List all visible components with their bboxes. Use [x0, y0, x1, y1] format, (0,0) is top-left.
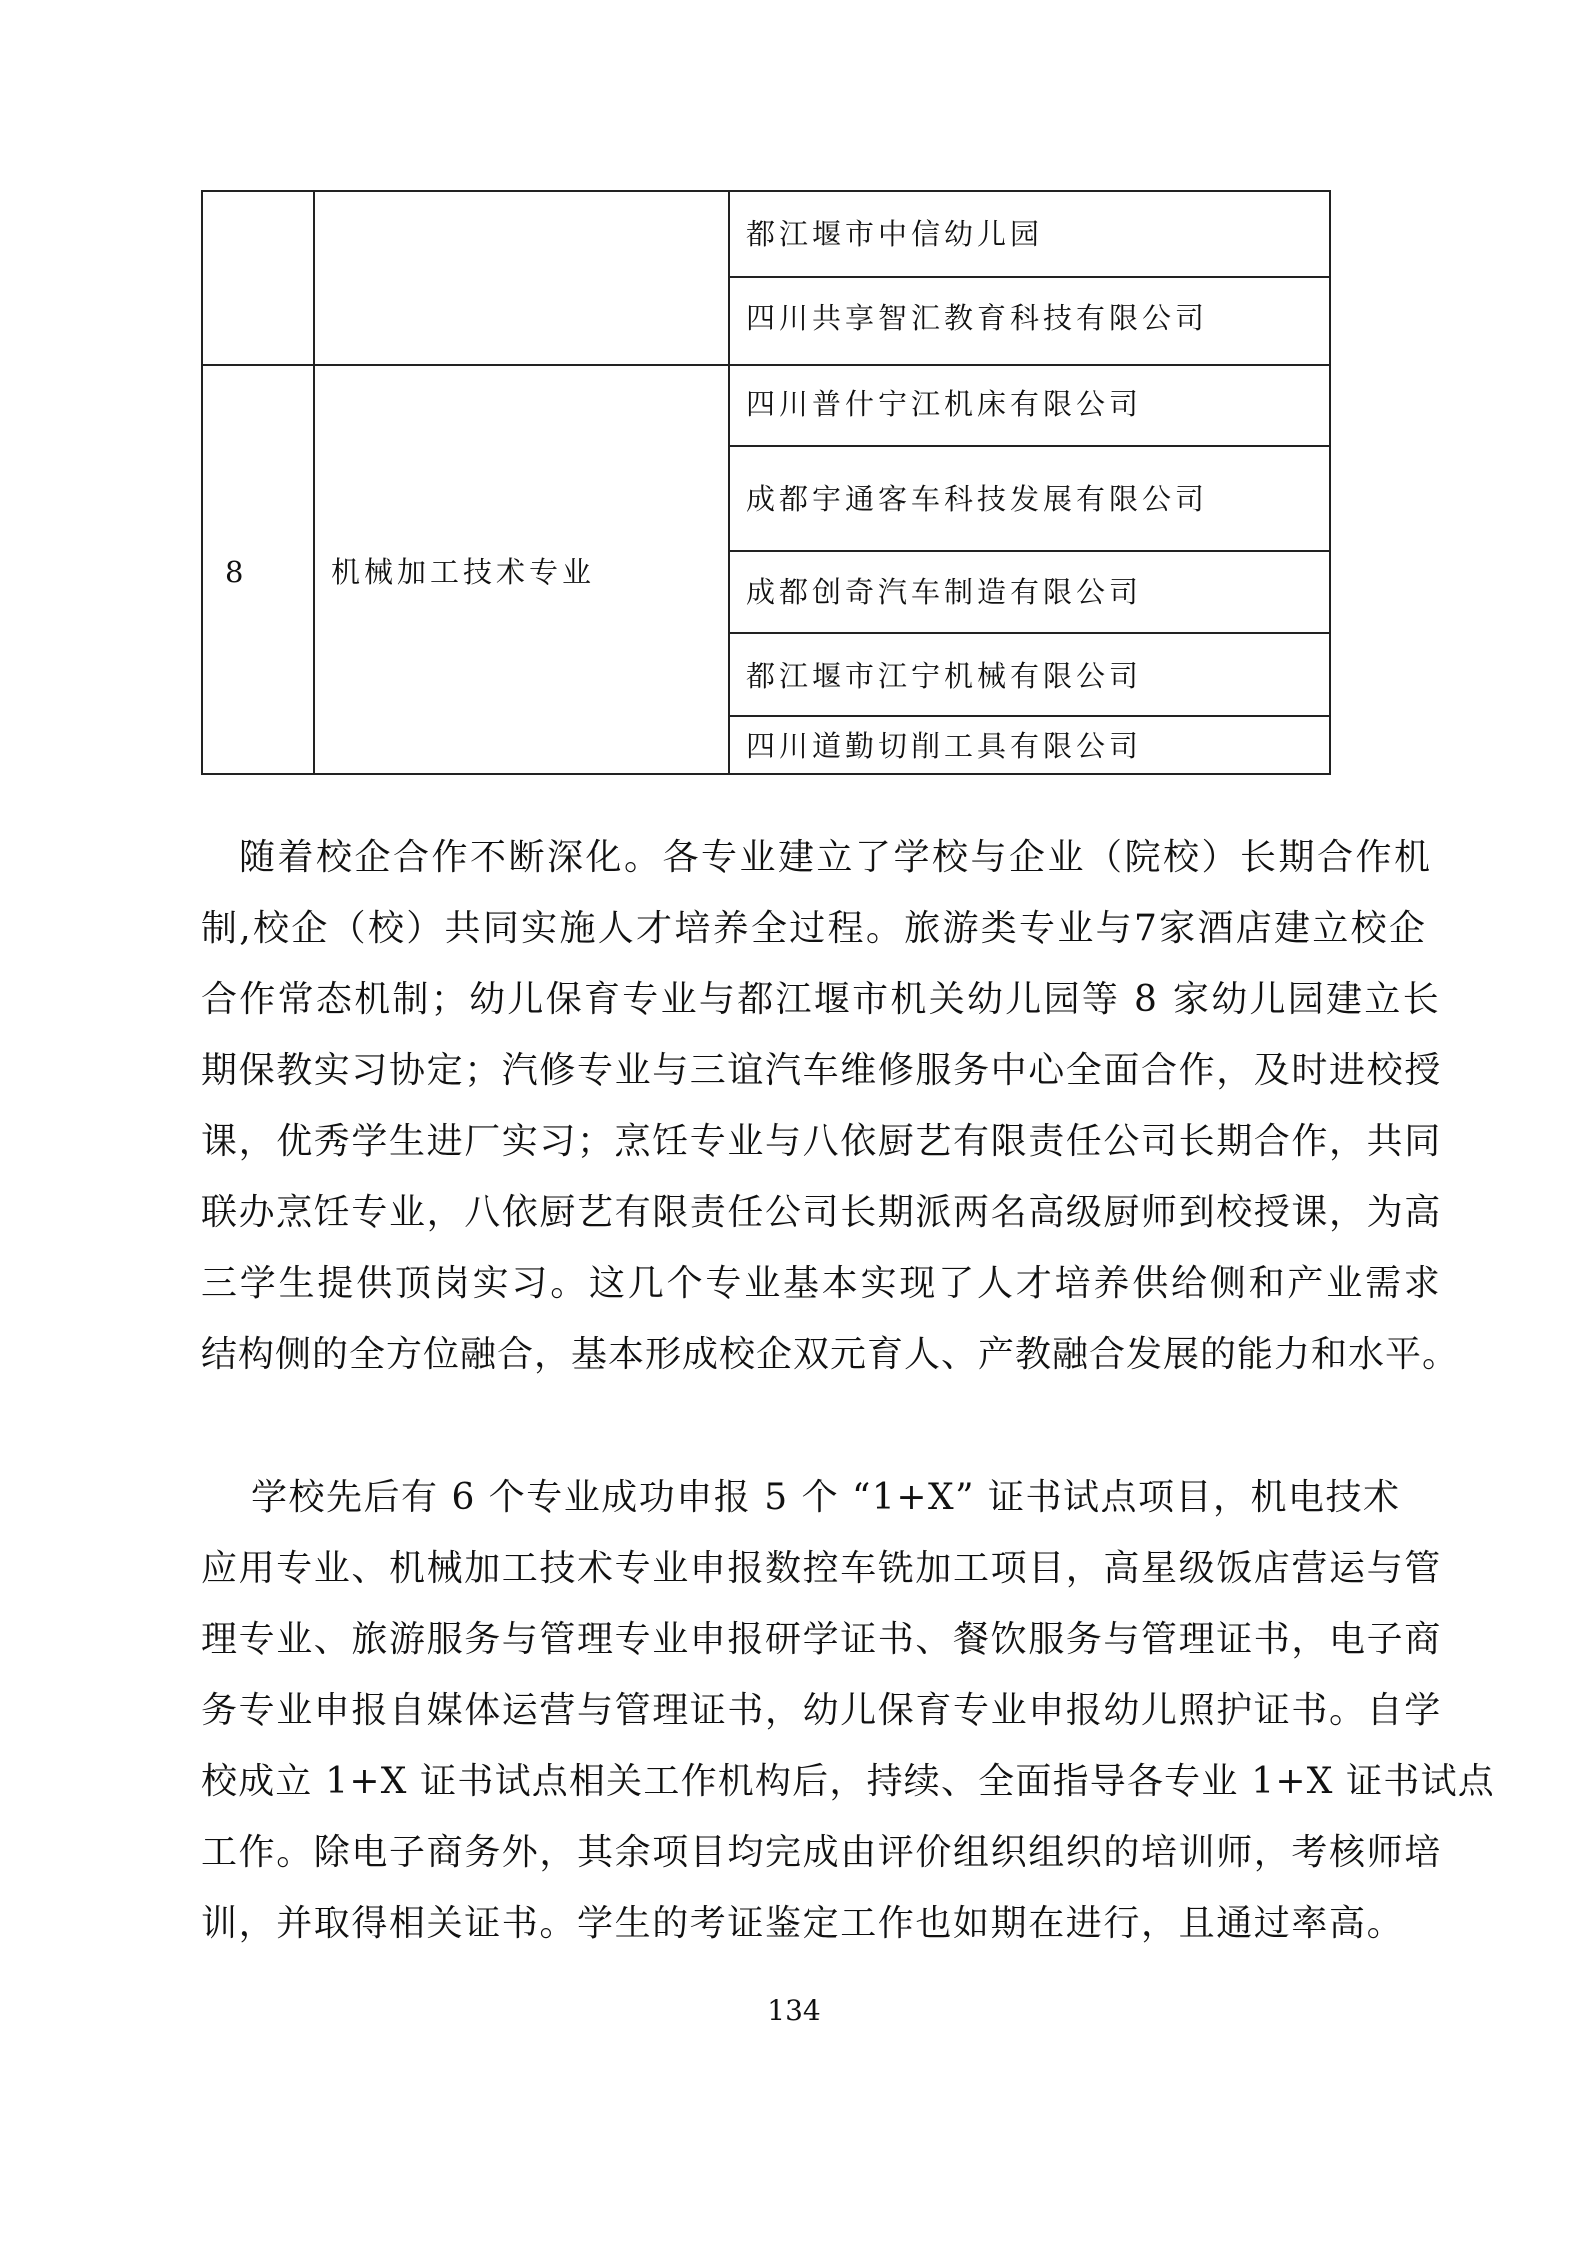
paragraph-line: 工作。除电子商务外，其余项目均完成由评价组织组织的培训师，考核师培 — [201, 1832, 1442, 1873]
table-cell-company: 都江堰市江宁机械有限公司 — [746, 659, 1143, 693]
table-col-divider — [313, 192, 315, 773]
paragraph-line: 训，并取得相关证书。学生的考证鉴定工作也如期在进行，且通过率高。 — [201, 1903, 1405, 1944]
table-row-divider — [728, 550, 1329, 552]
table-row-divider — [728, 445, 1329, 447]
table-cell-major: 机械加工技术专业 — [331, 555, 596, 589]
paragraph-line: 联办烹饪专业，八依厨艺有限责任公司长期派两名高级厨师到校授课，为高 — [201, 1192, 1442, 1233]
paragraph-line: 应用专业、机械加工技术专业申报数控车铣加工项目，高星级饭店营运与管 — [201, 1548, 1442, 1589]
cooperation-table — [201, 190, 1331, 775]
paragraph-line: 校成立 1+X 证书试点相关工作机构后，持续、全面指导各专业 1+X 证书试点 — [201, 1761, 1495, 1802]
table-col-divider — [728, 192, 730, 773]
table-row-divider — [728, 276, 1329, 278]
table-row-divider — [728, 632, 1329, 634]
paragraph-line: 期保教实习协定；汽修专业与三谊汽车维修服务中心全面合作，及时进校授 — [201, 1050, 1442, 1091]
table-cell-company: 四川道勤切削工具有限公司 — [746, 729, 1143, 763]
paragraph-line: 三学生提供顶岗实习。这几个专业基本实现了人才培养供给侧和产业需求 — [201, 1263, 1443, 1304]
paragraph-line: 制,校企（校）共同实施人才培养全过程。旅游类专业与7家酒店建立校企 — [201, 908, 1428, 949]
table-cell-company: 四川普什宁江机床有限公司 — [746, 387, 1143, 421]
table-cell-company: 四川共享智汇教育科技有限公司 — [746, 301, 1209, 335]
table-cell-company: 成都创奇汽车制造有限公司 — [746, 575, 1143, 609]
table-cell-index: 8 — [225, 555, 248, 589]
paragraph-line: 合作常态机制；幼儿保育专业与都江堰市机关幼儿园等 8 家幼儿园建立长 — [201, 979, 1441, 1020]
paragraph-line: 课，优秀学生进厂实习；烹饪专业与八依厨艺有限责任公司长期合作，共同 — [201, 1121, 1442, 1162]
paragraph-line: 学校先后有 6 个专业成功申报 5 个 “1+X” 证书试点项目，机电技术 — [251, 1477, 1401, 1518]
table-cell-company: 成都宇通客车科技发展有限公司 — [746, 482, 1209, 516]
table-row-divider — [203, 364, 1329, 366]
paragraph-line: 结构侧的全方位融合，基本形成校企双元育人、产教融合发展的能力和水平。 — [201, 1334, 1460, 1375]
page-number: 134 — [767, 1994, 821, 2027]
table-row-divider — [728, 715, 1329, 717]
paragraph-line: 务专业申报自媒体运营与管理证书，幼儿保育专业申报幼儿照护证书。自学 — [201, 1690, 1442, 1731]
paragraph-line: 随着校企合作不断深化。各专业建立了学校与企业（院校）长期合作机 — [239, 837, 1433, 878]
paragraph-line: 理专业、旅游服务与管理专业申报研学证书、餐饮服务与管理证书，电子商 — [201, 1619, 1442, 1660]
table-cell-company: 都江堰市中信幼儿园 — [746, 217, 1044, 251]
